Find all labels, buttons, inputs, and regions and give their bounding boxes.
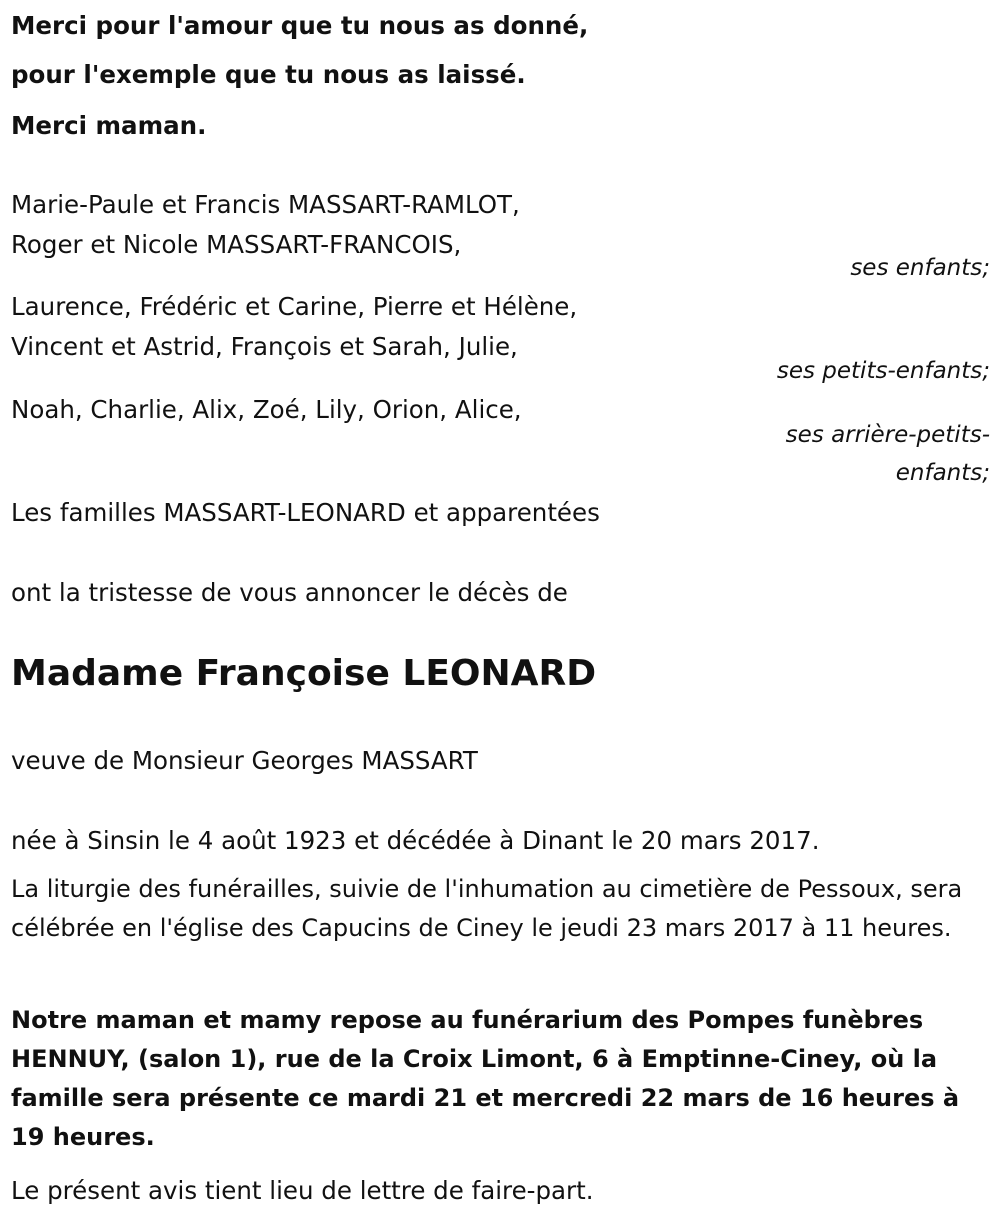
families-line: Les familles MASSART-LEONARD et apparentées [11,498,600,527]
deceased-name: Madame Françoise LEONARD [11,653,597,694]
announcement-line: ont la tristesse de vous annoncer le décès de [11,578,568,607]
children-line-2: Roger et Nicole MASSART-FRANCOIS, [11,230,462,259]
grandchildren-line-1: Laurence, Frédéric et Carine, Pierre et Hélène, [11,292,578,321]
widow-of-line: veuve de Monsieur Georges MASSART [11,746,478,775]
children-line-1: Marie-Paule et Francis MASSART-RAMLOT, [11,190,520,219]
great-grandchildren-label-2: enfants; [895,460,990,486]
closing-line: Le présent avis tient lieu de lettre de faire-part. [11,1176,594,1205]
intro-line-1: Merci pour l'amour que tu nous as donné, [11,11,589,40]
funeral-paragraph: La liturgie des funérailles, suivie de l'inhumation au cimetière de Pessoux, sera célébrée en l'église des Capucins de Ciney le jeudi 23 mars 2017 à 11 heures. [11,875,963,942]
great-grandchildren-label-1: ses arrière-petits- [785,422,990,448]
visitation-paragraph: Notre maman et mamy repose au funérarium des Pompes funèbres HENNUY, (salon 1), rue de la Croix Limont, 6 à Emptinne-Ciney, où la famille sera présente ce mardi 21 et mercredi 22 mars de 16 heures à 19 heures. [11,1006,960,1151]
great-grandchildren-line: Noah, Charlie, Alix, Zoé, Lily, Orion, Alice, [11,395,522,424]
grandchildren-line-2: Vincent et Astrid, François et Sarah, Julie, [11,332,518,361]
children-label: ses enfants; [850,255,990,281]
grandchildren-label: ses petits-enfants; [776,358,990,384]
intro-line-2: pour l'exemple que tu nous as laissé. [11,60,526,89]
intro-line-3: Merci maman. [11,111,207,140]
birth-death-line: née à Sinsin le 4 août 1923 et décédée à Dinant le 20 mars 2017. [11,826,820,855]
